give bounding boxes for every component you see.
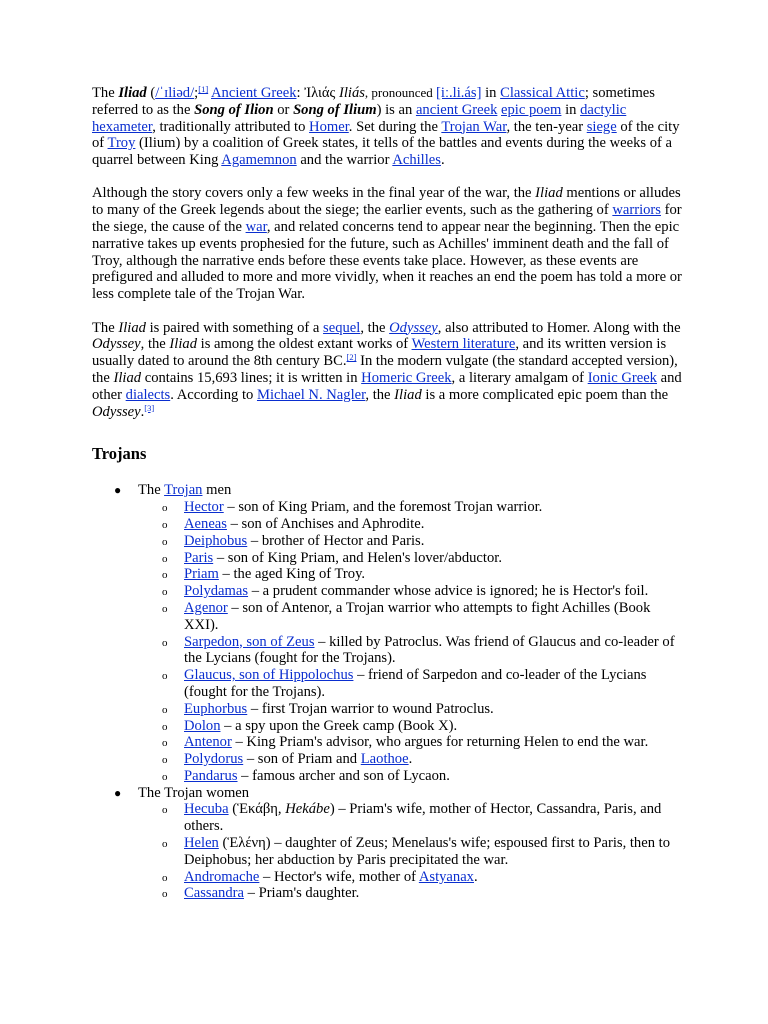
character-description: (Ἑλένη) – daughter of Zeus; Menelaus's wife; espoused first to Paris, then to Deiphobus; her abduction by Paris precipitated the war. (184, 835, 670, 868)
list-item (138, 835, 682, 869)
text: mentions or alludes to many of the Greek legends about the siege; the earlier events, such as the gathering of (92, 185, 681, 219)
character-description: – Hector's wife, mother of (259, 868, 419, 885)
text: is a more complicated epic poem than the (421, 386, 669, 403)
text: in (481, 85, 501, 101)
character-link[interactable]: Priam (184, 566, 219, 583)
western-literature-link[interactable]: Western literature (411, 336, 516, 353)
text: . (140, 403, 145, 420)
odyssey-italic: Odyssey (92, 403, 141, 420)
odyssey-italic: Odyssey (389, 319, 438, 336)
iliad-italic: Iliad (113, 369, 142, 386)
circle-bullet-icon: o (162, 586, 168, 599)
text: The (138, 482, 165, 499)
war-link[interactable]: war (245, 219, 267, 236)
character-link[interactable]: Euphorbus (184, 700, 248, 717)
text: ) is an (376, 101, 416, 118)
circle-bullet-icon: o (162, 535, 168, 548)
character-link[interactable]: Andromache (184, 868, 260, 885)
text: The (92, 85, 119, 101)
circle-bullet-icon: o (162, 737, 168, 750)
character-description: . (408, 751, 413, 768)
list-item (138, 533, 682, 550)
character-description: – friend of Sarpedon and co-leader of the Lycians (fought for the Trojans). (184, 667, 647, 700)
list-item (138, 718, 682, 735)
character-description: – a spy upon the Greek camp (Book X). (220, 717, 458, 734)
character-description: (Ἑκάβη, (228, 801, 286, 818)
ionic-greek-link[interactable]: Ionic Greek (587, 369, 657, 386)
warriors-link[interactable]: warriors (612, 202, 661, 219)
intro-paragraph-3 (92, 320, 682, 421)
list-item (138, 516, 682, 533)
circle-bullet-icon: o (162, 636, 168, 649)
article-body (92, 85, 682, 902)
list-item (138, 634, 682, 668)
character-link[interactable]: Antenor (184, 734, 232, 751)
reference-2-link[interactable]: [2] (346, 352, 357, 363)
circle-bullet-icon: o (162, 871, 168, 884)
circle-bullet-icon: o (162, 838, 168, 851)
text: for the siege, the cause of the (92, 202, 682, 236)
list-item (138, 734, 682, 751)
classical-attic-link[interactable]: Classical Attic (500, 85, 585, 101)
odyssey-link[interactable] (389, 320, 438, 336)
character-description: ) – Priam's wife, mother of Hector, Cassandra, Paris, and others. (184, 801, 662, 835)
siege-link[interactable]: siege (586, 118, 617, 135)
character-description: – son of King Priam, and the foremost Trojan warrior. (223, 499, 543, 516)
iliad-italic: Iliad (118, 319, 146, 336)
song-of-ilium: Song of Ilium (293, 101, 377, 118)
text: The Trojan women (138, 784, 250, 801)
text: : (296, 85, 305, 101)
text: (Ilium) by a coalition of Greek states, it tells of the battles and events during the weeks of a quarrel between King (92, 135, 672, 169)
character-description: – son of Anchises and Aphrodite. (226, 515, 425, 532)
list-item-trojan-men (92, 482, 682, 784)
ancient-greek-link-2[interactable]: ancient Greek (415, 101, 498, 118)
text: , and its written version is usually dated to around the 8th century BC. (92, 336, 667, 370)
transliteration: Hekábe (285, 801, 330, 818)
trojan-men-sublist (138, 499, 682, 785)
text: ; (194, 85, 199, 101)
text: In the modern vulgate (the standard accepted version), the (92, 353, 678, 386)
dialects-link[interactable]: dialects (125, 386, 171, 403)
bullet-icon: ● (114, 785, 122, 800)
character-link[interactable]: Dolon (184, 717, 221, 734)
ipa-pronunciation-link[interactable]: [iː.li.ás] (436, 85, 482, 101)
circle-bullet-icon: o (162, 703, 168, 716)
character-description: – son of Antenor, a Trojan warrior who attempts to fight Achilles (Book XXI). (184, 599, 651, 633)
trojans-list (92, 482, 682, 902)
text: of the city of (92, 118, 680, 152)
agamemnon-link[interactable]: Agamemnon (221, 152, 297, 169)
text: and the warrior (296, 152, 393, 169)
list-item (138, 751, 682, 768)
text: is paired with something of a (145, 319, 324, 336)
character-link[interactable]: Agenor (184, 599, 228, 616)
text: , the (365, 386, 395, 403)
character-link[interactable]: Sarpedon, son of Zeus (184, 633, 315, 650)
text: , traditionally attributed to (152, 118, 310, 135)
text: ( (146, 85, 156, 101)
list-item-trojan-women (92, 785, 682, 903)
dactylic-hexameter-link[interactable]: dactylic hexameter (92, 101, 627, 135)
list-item (138, 583, 682, 600)
character-link[interactable]: Hecuba (184, 801, 229, 818)
text: ; sometimes referred to as the (92, 85, 655, 118)
text: , the ten-year (506, 118, 587, 135)
ancient-greek-link[interactable]: Ancient Greek (211, 85, 297, 101)
character-description: . (473, 868, 478, 885)
circle-bullet-icon: o (162, 804, 168, 817)
michael-nagler-link[interactable]: Michael N. Nagler (256, 386, 366, 403)
character-link[interactable]: Pandarus (184, 767, 238, 784)
text: is among the oldest extant works of (197, 336, 412, 353)
text: and other (92, 369, 682, 403)
character-link[interactable]: Paris (184, 549, 214, 566)
character-description: – killed by Patroclus. Was friend of Glaucus and co-leader of the Lycians (fought for the Trojans). (184, 633, 675, 667)
text: , the (140, 336, 170, 353)
character-description: – first Trojan warrior to wound Patroclus. (247, 700, 494, 717)
circle-bullet-icon: o (162, 502, 168, 515)
list-item (138, 550, 682, 567)
list-item (138, 667, 682, 701)
character-description: – a prudent commander whose advice is ignored; he is Hector's foil. (248, 583, 649, 600)
character-link[interactable]: Glaucus, son of Hippolochus (184, 667, 354, 684)
character-description: – the aged King of Troy. (218, 566, 366, 583)
trojan-women-sublist (138, 801, 682, 902)
character-description: – son of Priam and (243, 751, 361, 768)
iliad-italic: Iliad (169, 336, 197, 353)
character-link[interactable]: Polydamas (184, 583, 249, 600)
character-link[interactable]: Cassandra (184, 885, 244, 902)
circle-bullet-icon: o (162, 518, 168, 531)
iliad-italic: Iliad (394, 386, 422, 403)
ipa-link[interactable]: /ˈɪliəd/ (155, 85, 195, 101)
character-description: – famous archer and son of Lycaon. (237, 767, 450, 784)
circle-bullet-icon: o (162, 569, 168, 582)
reference-3-link[interactable]: [3] (144, 402, 155, 413)
homeric-greek-link[interactable]: Homeric Greek (361, 369, 452, 386)
epic-poem-link[interactable]: epic poem (501, 101, 562, 118)
list-item (138, 499, 682, 516)
intro-paragraph-1 (92, 85, 682, 169)
character-link[interactable]: Polydorus (184, 751, 244, 768)
character-description: – brother of Hector and Paris. (247, 532, 425, 549)
iliad-italic: Iliad (535, 185, 563, 202)
list-item (138, 869, 682, 886)
text: men (202, 482, 232, 499)
sequel-link[interactable]: sequel (323, 319, 361, 336)
text: . According to (170, 386, 257, 403)
circle-bullet-icon: o (162, 602, 168, 615)
song-of-ilion: Song of Ilion (194, 101, 274, 118)
text: . (440, 152, 445, 169)
circle-bullet-icon: o (162, 888, 168, 901)
character-link[interactable]: Helen (184, 835, 219, 852)
list-item (138, 701, 682, 718)
character-description: – Priam's daughter. (243, 885, 360, 902)
character-description: – King Priam's advisor, who argues for returning Helen to end the war. (231, 734, 649, 751)
text: in (561, 101, 581, 118)
text: , a literary amalgam of (451, 369, 588, 386)
circle-bullet-icon: o (162, 720, 168, 733)
related-link[interactable]: Laothoe (360, 751, 409, 768)
text: . Set during the (348, 118, 442, 135)
title-iliad: Iliad (118, 85, 147, 101)
character-link[interactable]: Hector (184, 499, 224, 516)
circle-bullet-icon: o (162, 670, 168, 683)
circle-bullet-icon: o (162, 770, 168, 783)
character-link[interactable]: Deiphobus (184, 532, 248, 549)
achilles-link[interactable]: Achilles (392, 152, 441, 169)
circle-bullet-icon: o (162, 552, 168, 565)
text: , the (360, 319, 390, 336)
text: , pronounced (364, 85, 437, 100)
circle-bullet-icon: o (162, 754, 168, 767)
list-item (138, 600, 682, 634)
trojan-war-link[interactable]: Trojan War (441, 118, 507, 135)
text: , and related concerns tend to appear near the beginning. Then the epic narrative takes up events prophesied for the future, such as Achilles' imminent death and the fall of Troy, although the narrative ends before these events take place. However, as these events are prefigured and alluded to more and more vividly, when it reaches an end the poem has told a more or less complete tale of the Trojan War. (92, 219, 682, 303)
list-item (138, 885, 682, 902)
text: , also attributed to Homer. Along with the (437, 319, 681, 336)
reference-1-link[interactable]: [1] (198, 84, 209, 94)
troy-link[interactable]: Troy (107, 135, 136, 152)
section-heading-trojans: Trojans (92, 444, 147, 464)
list-item (138, 768, 682, 785)
text: Although the story covers only a few weeks in the final year of the war, the (92, 185, 536, 202)
ilias-text: Iliás (338, 85, 365, 101)
character-description: – son of King Priam, and Helen's lover/abductor. (213, 549, 502, 566)
list-item (138, 566, 682, 583)
odyssey-italic: Odyssey (92, 336, 141, 353)
bullet-icon: ● (114, 483, 122, 498)
text: contains 15,693 lines; it is written in (141, 369, 362, 386)
greek-text: Ἰλιάς (304, 85, 339, 101)
trojan-link[interactable]: Trojan (164, 482, 203, 499)
intro-paragraph-2 (92, 185, 682, 303)
list-item (138, 801, 682, 835)
homer-link[interactable]: Homer (309, 118, 349, 135)
character-link[interactable]: Aeneas (184, 515, 227, 532)
text: or (273, 101, 294, 118)
text: The (92, 319, 119, 336)
related-link[interactable]: Astyanax (418, 868, 474, 885)
